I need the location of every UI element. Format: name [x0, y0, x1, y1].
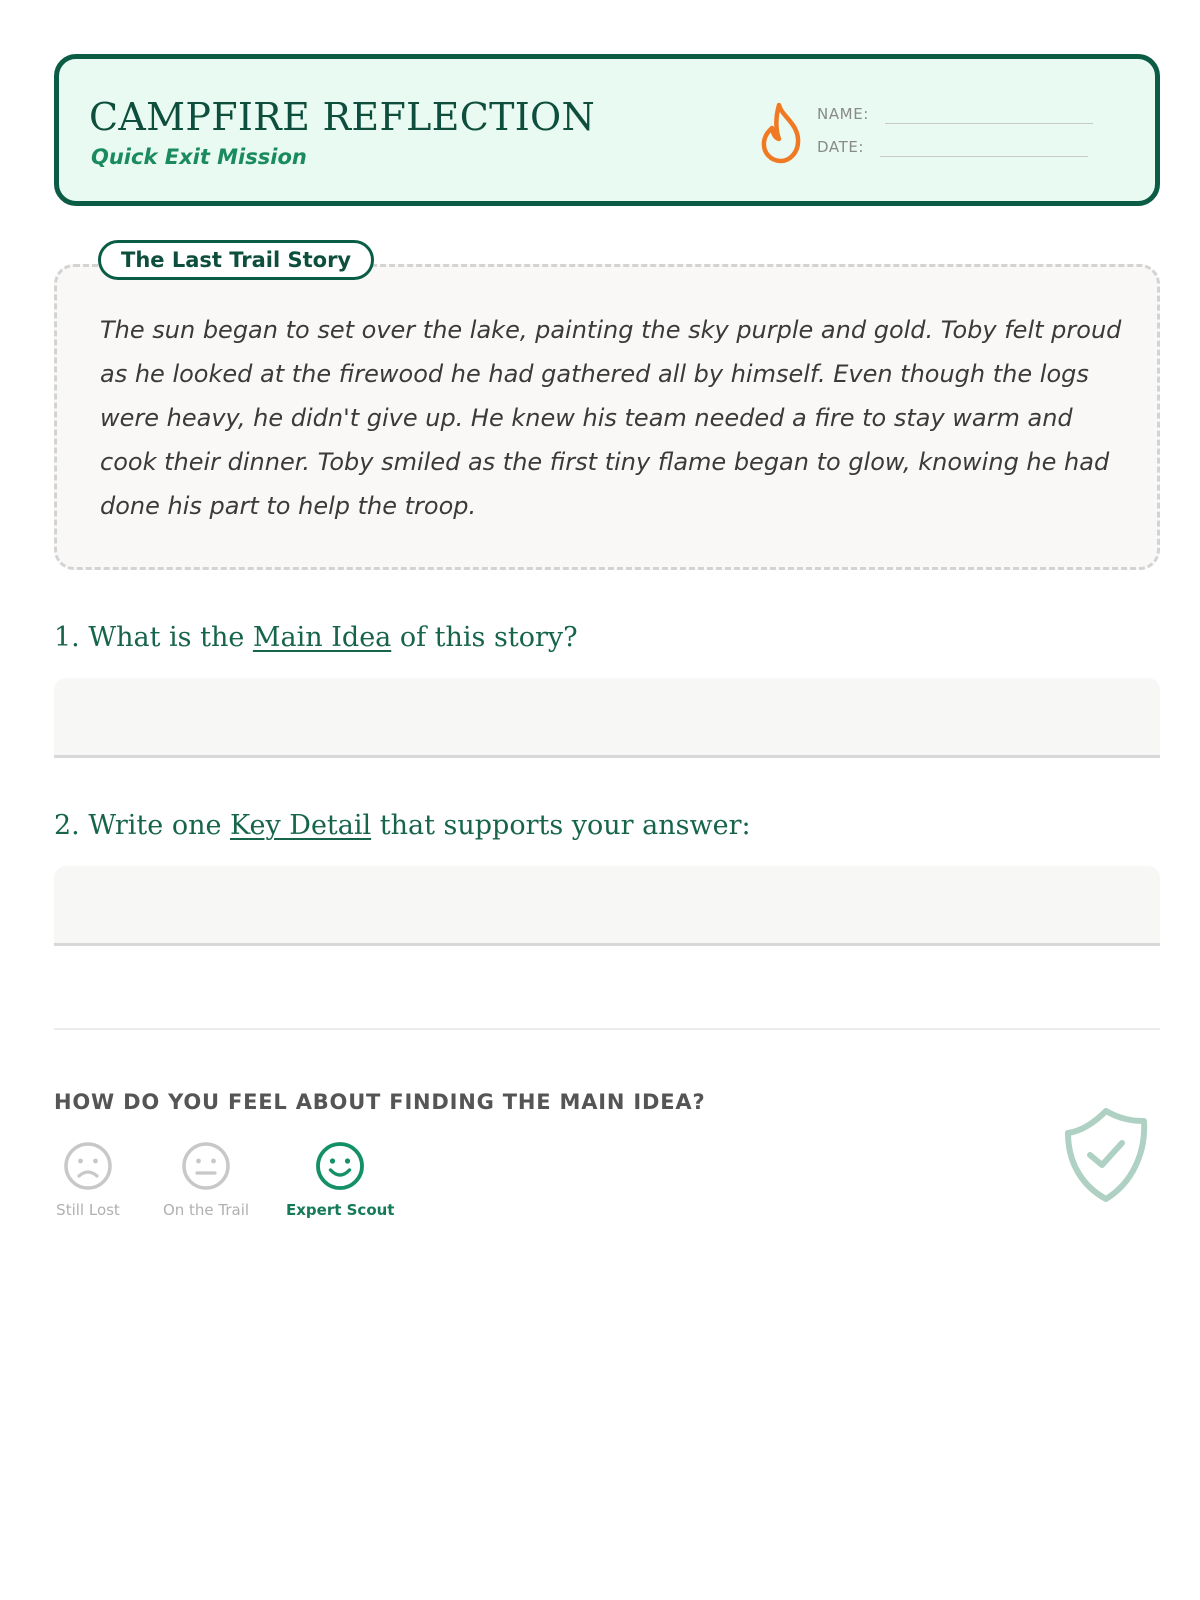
question-1-suffix: of this story? [391, 622, 578, 653]
worksheet-title: CAMPFIRE REFLECTION [89, 95, 596, 139]
answer-1-field[interactable] [54, 678, 1160, 758]
question-2-prefix: 2. Write one [54, 810, 231, 841]
answer-2-field[interactable] [54, 866, 1160, 946]
shield-check-icon [1060, 1105, 1152, 1205]
feelings-heading: HOW DO YOU FEEL ABOUT FINDING THE MAIN IDEA? [54, 1090, 706, 1114]
feeling-label-still-lost: Still Lost [56, 1201, 120, 1219]
feeling-label-on-the-trail: On the Trail [162, 1201, 250, 1219]
story-text: The sun began to set over the lake, painting the sky purple and gold. Toby felt proud as he looked at the firewood he had gathered all by himself. Even though the logs were heavy, he didn't give up. He knew his team needed a fire to stay warm and cook their dinner. Toby smiled as the first tiny flame began to glow, knowing he had done his part to help the troop. [100, 316, 1122, 520]
question-1 [54, 622, 578, 653]
section-divider [54, 1028, 1160, 1030]
happy-face-icon[interactable] [314, 1140, 366, 1192]
question-2-suffix: that supports your answer: [371, 810, 751, 841]
neutral-face-icon[interactable] [180, 1140, 232, 1192]
story-tag: The Last Trail Story [98, 240, 374, 280]
flame-icon [757, 101, 807, 165]
question-1-term: Main Idea [252, 622, 392, 653]
date-field[interactable] [880, 156, 1088, 157]
name-label: NAME: [817, 105, 869, 123]
question-2 [54, 810, 751, 841]
sad-face-icon[interactable] [62, 1140, 114, 1192]
feeling-label-expert-scout: Expert Scout [286, 1201, 395, 1219]
question-2-term: Key Detail [230, 810, 372, 841]
header-card [54, 54, 1160, 206]
name-field[interactable] [885, 123, 1093, 124]
worksheet-subtitle: Quick Exit Mission [91, 145, 307, 169]
date-label: DATE: [817, 138, 865, 156]
question-1-prefix: 1. What is the [54, 622, 253, 653]
